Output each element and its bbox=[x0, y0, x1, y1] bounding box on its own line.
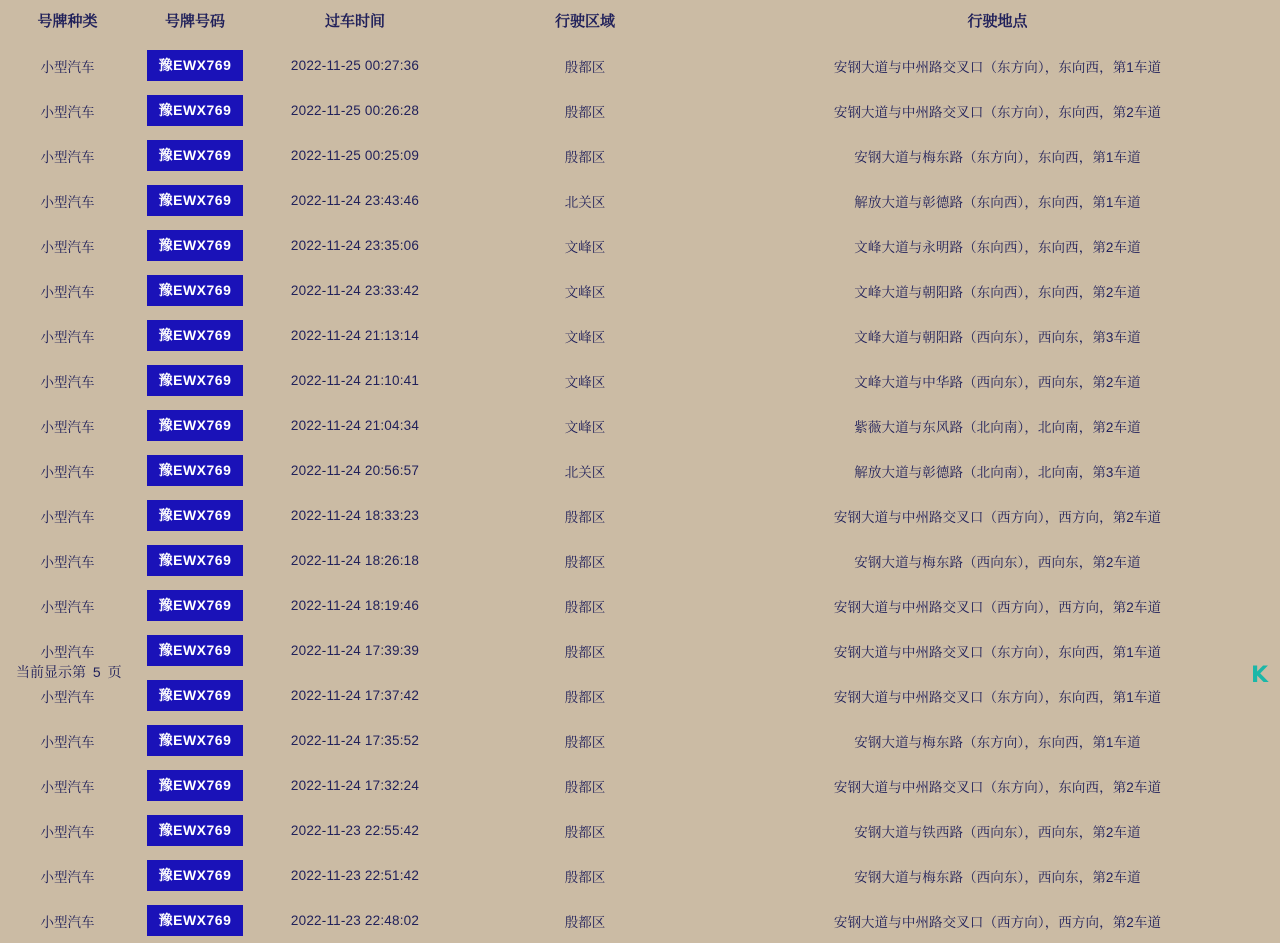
cell-plate-number bbox=[135, 178, 255, 223]
table-row bbox=[0, 808, 1280, 853]
cell-pass-time: 2022-11-23 22:51:42 bbox=[290, 868, 420, 883]
cell-pass-time: 2022-11-24 23:33:42 bbox=[290, 283, 420, 298]
cell-pass-time: 2022-11-24 17:35:52 bbox=[290, 733, 420, 748]
table-row bbox=[0, 268, 1280, 313]
plate-badge[interactable]: 豫EWX769 bbox=[147, 590, 243, 621]
cell-pass-time: 2022-11-24 23:35:06 bbox=[290, 238, 420, 253]
plate-badge[interactable]: 豫EWX769 bbox=[147, 815, 243, 846]
pagination-status bbox=[16, 662, 122, 682]
cell-plate-type: 小型汽车 bbox=[40, 59, 95, 75]
plate-badge[interactable]: 豫EWX769 bbox=[147, 770, 243, 801]
cell-driving-area: 殷都区 bbox=[564, 149, 606, 165]
cell-driving-area: 殷都区 bbox=[564, 599, 606, 615]
cell-driving-location: 安钢大道与中州路交叉口（东方向），东向西，第1车道 bbox=[833, 689, 1162, 705]
cell-pass-time: 2022-11-24 18:26:18 bbox=[290, 553, 420, 568]
cell-driving-location: 解放大道与彰德路（北向南），北向南，第3车道 bbox=[854, 464, 1141, 480]
cell-plate-number bbox=[135, 538, 255, 583]
cell-driving-location: 安钢大道与中州路交叉口（西方向），西方向，第2车道 bbox=[833, 599, 1162, 615]
cell-driving-area: 殷都区 bbox=[564, 779, 606, 795]
cell-pass-time: 2022-11-24 17:32:24 bbox=[290, 778, 420, 793]
cell-plate-type: 小型汽车 bbox=[40, 824, 95, 840]
cell-plate-number bbox=[135, 628, 255, 673]
cell-plate-type: 小型汽车 bbox=[40, 554, 95, 570]
table-row bbox=[0, 223, 1280, 268]
cell-driving-area: 文峰区 bbox=[564, 374, 606, 390]
table-body bbox=[0, 43, 1280, 943]
column-header-driving-location: 行驶地点 bbox=[967, 13, 1028, 30]
table-row bbox=[0, 178, 1280, 223]
cell-plate-type: 小型汽车 bbox=[40, 419, 95, 435]
cell-plate-type: 小型汽车 bbox=[40, 509, 95, 525]
cell-pass-time: 2022-11-24 20:56:57 bbox=[290, 463, 420, 478]
column-header-plate-type: 号牌种类 bbox=[37, 13, 98, 30]
table-row bbox=[0, 43, 1280, 88]
cell-driving-location: 安钢大道与中州路交叉口（东方向），东向西，第1车道 bbox=[833, 59, 1162, 75]
cell-plate-type: 小型汽车 bbox=[40, 734, 95, 750]
plate-badge[interactable]: 豫EWX769 bbox=[147, 185, 243, 216]
table-row bbox=[0, 493, 1280, 538]
cell-pass-time: 2022-11-24 21:10:41 bbox=[290, 373, 420, 388]
cell-driving-area: 殷都区 bbox=[564, 644, 606, 660]
table-header bbox=[0, 0, 1280, 43]
cell-plate-type: 小型汽车 bbox=[40, 374, 95, 390]
pagination-page-number: 5 bbox=[92, 664, 101, 680]
plate-badge[interactable]: 豫EWX769 bbox=[147, 95, 243, 126]
cell-driving-area: 北关区 bbox=[564, 194, 606, 210]
cell-driving-area: 殷都区 bbox=[564, 824, 606, 840]
cell-driving-location: 安钢大道与梅东路（东方向），东向西，第1车道 bbox=[854, 734, 1141, 750]
cell-driving-area: 殷都区 bbox=[564, 104, 606, 120]
cell-plate-number bbox=[135, 718, 255, 763]
plate-badge[interactable]: 豫EWX769 bbox=[147, 725, 243, 756]
plate-badge[interactable]: 豫EWX769 bbox=[147, 455, 243, 486]
cell-driving-area: 殷都区 bbox=[564, 59, 606, 75]
cell-pass-time: 2022-11-24 21:04:34 bbox=[290, 418, 420, 433]
cell-driving-location: 文峰大道与朝阳路（东向西），东向西，第2车道 bbox=[854, 284, 1141, 300]
cell-plate-number bbox=[135, 763, 255, 808]
plate-badge[interactable]: 豫EWX769 bbox=[147, 680, 243, 711]
cell-plate-type: 小型汽车 bbox=[40, 869, 95, 885]
plate-badge[interactable]: 豫EWX769 bbox=[147, 635, 243, 666]
plate-badge[interactable]: 豫EWX769 bbox=[147, 905, 243, 936]
cell-driving-location: 安钢大道与中州路交叉口（东方向），东向西，第1车道 bbox=[833, 644, 1162, 660]
plate-badge[interactable]: 豫EWX769 bbox=[147, 545, 243, 576]
watermark-logo: K bbox=[1250, 663, 1268, 688]
cell-plate-number bbox=[135, 313, 255, 358]
cell-driving-location: 文峰大道与永明路（东向西），东向西，第2车道 bbox=[854, 239, 1141, 255]
cell-pass-time: 2022-11-24 18:19:46 bbox=[290, 598, 420, 613]
cell-pass-time: 2022-11-24 21:13:14 bbox=[290, 328, 420, 343]
cell-driving-location: 紫薇大道与东风路（北向南），北向南，第2车道 bbox=[854, 419, 1141, 435]
cell-plate-number bbox=[135, 403, 255, 448]
cell-plate-number bbox=[135, 808, 255, 853]
cell-driving-location: 安钢大道与梅东路（西向东），西向东，第2车道 bbox=[854, 554, 1141, 570]
cell-driving-location: 安钢大道与梅东路（东方向），东向西，第1车道 bbox=[854, 149, 1141, 165]
column-header-plate-number: 号牌号码 bbox=[164, 13, 225, 30]
cell-driving-location: 文峰大道与中华路（西向东），西向东，第2车道 bbox=[854, 374, 1141, 390]
cell-driving-location: 安钢大道与中州路交叉口（东方向），东向西，第2车道 bbox=[833, 779, 1162, 795]
cell-driving-location: 安钢大道与中州路交叉口（东方向），东向西，第2车道 bbox=[833, 104, 1162, 120]
plate-badge[interactable]: 豫EWX769 bbox=[147, 320, 243, 351]
cell-plate-number bbox=[135, 268, 255, 313]
table-row bbox=[0, 718, 1280, 763]
cell-plate-type: 小型汽车 bbox=[40, 914, 95, 930]
column-header-pass-time: 过车时间 bbox=[324, 13, 385, 30]
cell-driving-area: 殷都区 bbox=[564, 869, 606, 885]
cell-plate-type: 小型汽车 bbox=[40, 599, 95, 615]
table-row bbox=[0, 763, 1280, 808]
cell-plate-number bbox=[135, 583, 255, 628]
table-row bbox=[0, 448, 1280, 493]
cell-driving-location: 安钢大道与中州路交叉口（西方向），西方向，第2车道 bbox=[833, 914, 1162, 930]
pagination-prefix: 当前显示第 bbox=[16, 664, 86, 680]
table-header-row bbox=[0, 0, 1280, 43]
cell-plate-number bbox=[135, 448, 255, 493]
cell-driving-location: 文峰大道与朝阳路（西向东），西向东，第3车道 bbox=[854, 329, 1141, 345]
column-header-driving-area: 行驶区域 bbox=[554, 13, 615, 30]
table-row bbox=[0, 628, 1280, 673]
table-row bbox=[0, 538, 1280, 583]
plate-badge[interactable]: 豫EWX769 bbox=[147, 860, 243, 891]
cell-pass-time: 2022-11-25 00:26:28 bbox=[290, 103, 420, 118]
table-row bbox=[0, 133, 1280, 178]
cell-driving-area: 殷都区 bbox=[564, 914, 606, 930]
cell-driving-area: 文峰区 bbox=[564, 284, 606, 300]
cell-plate-type: 小型汽车 bbox=[40, 104, 95, 120]
table-row bbox=[0, 358, 1280, 403]
cell-driving-location: 安钢大道与铁西路（西向东），西向东，第2车道 bbox=[854, 824, 1141, 840]
table-row bbox=[0, 898, 1280, 943]
cell-driving-area: 文峰区 bbox=[564, 419, 606, 435]
cell-plate-type: 小型汽车 bbox=[40, 689, 95, 705]
cell-pass-time: 2022-11-25 00:27:36 bbox=[290, 58, 420, 73]
table-row bbox=[0, 403, 1280, 448]
cell-plate-number bbox=[135, 358, 255, 403]
cell-plate-number bbox=[135, 853, 255, 898]
cell-driving-area: 殷都区 bbox=[564, 509, 606, 525]
plate-badge[interactable]: 豫EWX769 bbox=[147, 410, 243, 441]
plate-badge[interactable]: 豫EWX769 bbox=[147, 230, 243, 261]
cell-plate-number bbox=[135, 133, 255, 178]
cell-driving-area: 文峰区 bbox=[564, 239, 606, 255]
table-row bbox=[0, 583, 1280, 628]
cell-pass-time: 2022-11-24 17:37:42 bbox=[290, 688, 420, 703]
cell-driving-area: 北关区 bbox=[564, 464, 606, 480]
pagination-suffix: 页 bbox=[107, 664, 122, 680]
cell-pass-time: 2022-11-24 23:43:46 bbox=[290, 193, 420, 208]
cell-driving-area: 殷都区 bbox=[564, 734, 606, 750]
cell-plate-type: 小型汽车 bbox=[40, 779, 95, 795]
cell-pass-time: 2022-11-23 22:55:42 bbox=[290, 823, 420, 838]
cell-pass-time: 2022-11-25 00:25:09 bbox=[290, 148, 420, 163]
cell-plate-type: 小型汽车 bbox=[40, 239, 95, 255]
cell-plate-number bbox=[135, 223, 255, 268]
cell-pass-time: 2022-11-23 22:48:02 bbox=[290, 913, 420, 928]
cell-plate-type: 小型汽车 bbox=[40, 464, 95, 480]
cell-plate-type: 小型汽车 bbox=[40, 284, 95, 300]
cell-plate-type: 小型汽车 bbox=[40, 644, 95, 660]
cell-plate-number bbox=[135, 898, 255, 943]
cell-driving-area: 文峰区 bbox=[564, 329, 606, 345]
cell-driving-location: 安钢大道与中州路交叉口（西方向），西方向，第2车道 bbox=[833, 509, 1162, 525]
plate-badge[interactable]: 豫EWX769 bbox=[147, 140, 243, 171]
cell-driving-location: 安钢大道与梅东路（西向东），西向东，第2车道 bbox=[854, 869, 1141, 885]
cell-plate-number bbox=[135, 88, 255, 133]
table-row bbox=[0, 853, 1280, 898]
plate-badge[interactable]: 豫EWX769 bbox=[147, 500, 243, 531]
cell-plate-type: 小型汽车 bbox=[40, 194, 95, 210]
cell-plate-type: 小型汽车 bbox=[40, 149, 95, 165]
cell-driving-location: 解放大道与彰德路（东向西），东向西，第1车道 bbox=[854, 194, 1141, 210]
plate-badge[interactable]: 豫EWX769 bbox=[147, 275, 243, 306]
plate-badge[interactable]: 豫EWX769 bbox=[147, 50, 243, 81]
plate-badge[interactable]: 豫EWX769 bbox=[147, 365, 243, 396]
cell-driving-area: 殷都区 bbox=[564, 554, 606, 570]
cell-pass-time: 2022-11-24 17:39:39 bbox=[290, 643, 420, 658]
cell-plate-number bbox=[135, 43, 255, 88]
cell-plate-type: 小型汽车 bbox=[40, 329, 95, 345]
cell-driving-area: 殷都区 bbox=[564, 689, 606, 705]
table-row bbox=[0, 313, 1280, 358]
cell-pass-time: 2022-11-24 18:33:23 bbox=[290, 508, 420, 523]
table-row bbox=[0, 88, 1280, 133]
cell-plate-number bbox=[135, 493, 255, 538]
